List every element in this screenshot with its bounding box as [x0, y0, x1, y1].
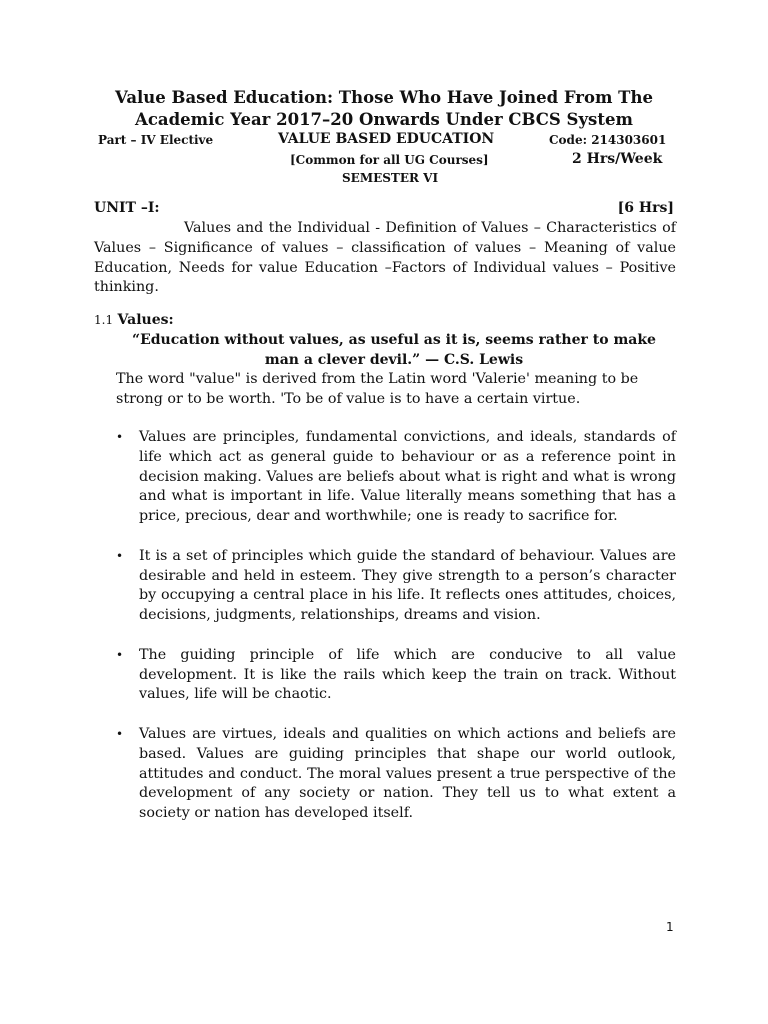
list-item	[116, 646, 676, 705]
list-item-text: The guiding principle of life which are conducive to all value development. It is like the rails which keep the train on track. Without values, life will be chaotic.	[139, 646, 676, 703]
quote-line-2: man a clever devil.” — C.S. Lewis	[264, 352, 524, 368]
page-number: 1	[666, 920, 674, 934]
section-title: Values:	[117, 312, 174, 328]
course-name: VALUE BASED EDUCATION	[278, 131, 495, 147]
bullet-icon: •	[116, 647, 124, 662]
list-item	[116, 725, 676, 824]
values-list	[116, 428, 676, 844]
hours-per-week: 2 Hrs/Week	[572, 151, 663, 167]
common-note: [Common for all UG Courses]	[290, 153, 489, 167]
semester-label: SEMESTER VI	[342, 171, 439, 185]
value-derivation: The word "value" is derived from the Latin word 'Valerie' meaning to be strong or to be worth. 'To be of value is to have a certain virtue.	[116, 371, 639, 407]
list-item-text: Values are virtues, ideals and qualities on which actions and beliefs are based. Values are guiding principles that shape our world outlook, attitudes and conduct. The moral values present a true perspective of the development of any society or nation. They tell us to what extent a society or nation has developed itself.	[139, 725, 676, 822]
title-line-1: Value Based Education: Those Who Have Joined From The	[115, 88, 653, 107]
bullet-icon: •	[116, 726, 124, 741]
bullet-icon: •	[116, 430, 124, 444]
list-item	[116, 428, 676, 527]
bullet-icon: •	[116, 548, 124, 563]
quote	[118, 330, 670, 370]
list-item-text: Values are principles, fundamental convictions, and ideals, standards of life which act as general guide to behaviour or as a reference point in decision making. Values are beliefs about what is right and what is wrong and what is important in life. Value literally means something that has a price, precious, dear and worthwhile; one is ready to sacrifice for.	[139, 429, 676, 525]
section-number: 1.1	[94, 313, 114, 327]
quote-line-1: “Education without values, as useful as it is, seems rather to make	[132, 332, 656, 348]
unit-hours: [6 Hrs]	[617, 200, 674, 216]
document-title	[60, 87, 708, 131]
title-line-2: Academic Year 2017–20 Onwards Under CBCS System	[135, 110, 633, 129]
unit-label: UNIT –I:	[94, 200, 160, 216]
section-heading	[94, 312, 174, 328]
unit-syllabus: Values and the Individual - Definition of Values – Characteristics of Values – Significance of values – classification of values – Meaning of value Education, Needs for value Education –Factors of Individual values – Positive thinking.	[94, 220, 676, 296]
course-code: Code: 214303601	[549, 133, 667, 147]
list-item	[116, 547, 676, 626]
list-item-text: It is a set of principles which guide the standard of behaviour. Values are desirable and held in esteem. They give strength to a person’s character by occupying a central place in his life. It reflects ones attitudes, choices, decisions, judgments, relationships, dreams and vision.	[139, 547, 676, 624]
part-label: Part – IV Elective	[98, 133, 214, 147]
unit-header	[94, 200, 674, 216]
